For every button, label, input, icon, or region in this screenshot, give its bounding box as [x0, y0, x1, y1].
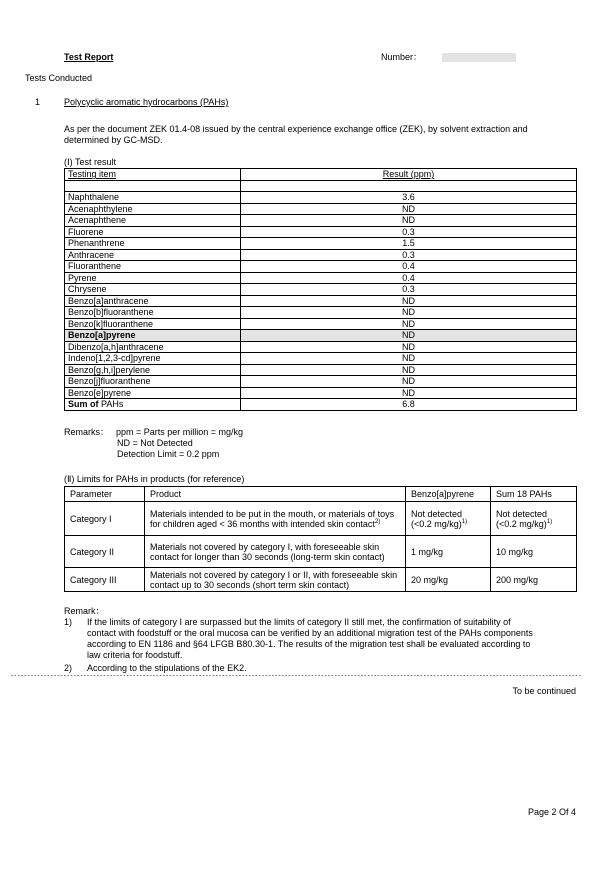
category-bap-limit: 20 mg/kg	[406, 568, 491, 592]
column-header-result: Result (ppm)	[241, 169, 577, 181]
result-value-cell: ND	[241, 215, 577, 227]
result-value-cell: ND	[241, 295, 577, 307]
column-header-testing-item: Testing item	[65, 169, 241, 181]
category-product: Materials not covered by category I, with foreseeable skin contact for longer than 30 seconds (long-term skin contact)	[145, 536, 406, 568]
test-result-table	[64, 168, 577, 411]
result-value-cell: 3.6	[241, 192, 577, 204]
testing-item-cell: Anthracene	[65, 249, 241, 261]
remark-1-line4: law criteria for foodstuff.	[87, 650, 183, 660]
testing-item-cell: Fluorene	[65, 226, 241, 238]
result-table-row	[65, 226, 577, 238]
category-sum-limit: 200 mg/kg	[491, 568, 577, 592]
result-table-header-row	[65, 169, 577, 181]
result-value-cell: 0.4	[241, 272, 577, 284]
result-value-cell: ND	[241, 307, 577, 319]
remark-2-text: According to the stipulations of the EK2.	[87, 663, 247, 673]
result-table-row	[65, 318, 577, 330]
result-table-row	[65, 387, 577, 399]
testing-item-cell: Benzo[g,h,i]perylene	[65, 364, 241, 376]
limits-table	[64, 486, 577, 592]
category-label: Category III	[65, 568, 145, 592]
separator-line: *****************************************************************************************************************************************************************************	[10, 675, 582, 682]
testing-item-cell: Fluoranthene	[65, 261, 241, 273]
result-table-row	[65, 249, 577, 261]
result-table-blank-row	[65, 180, 577, 192]
section-title: Polycyclic aromatic hydrocarbons (PAHs)	[64, 97, 229, 107]
report-number-label: Number：	[381, 52, 423, 62]
testing-item-cell: Acenaphthylene	[65, 203, 241, 215]
result-table-row	[65, 295, 577, 307]
result-table-row	[65, 215, 577, 227]
remark-1-line1: If the limits of category I are surpassed but the limits of category II still met, the confirmation of suitability of	[87, 617, 511, 627]
to-be-continued: To be continued	[512, 686, 576, 696]
result-table-row	[65, 284, 577, 296]
intro-text-line1: As per the document ZEK 01.4-08 issued by the central experience exchange office (ZEK), by solvent extraction and	[64, 124, 528, 134]
remark-2-number: 2)	[64, 663, 73, 673]
testing-item-cell: Pyrene	[65, 272, 241, 284]
section-index: 1	[35, 97, 41, 107]
testing-item-cell: Phenanthrene	[65, 238, 241, 250]
result-value-cell: ND	[241, 318, 577, 330]
testing-item-cell: Benzo[b]fluoranthene	[65, 307, 241, 319]
result-table-row	[65, 238, 577, 250]
remark-1-line2: contact with foodstuff or the oral mucosa can be verified by an additional migration test of the PAHs components	[87, 628, 533, 638]
tests-conducted-heading: Tests Conducted	[25, 73, 93, 83]
result-table-row	[65, 261, 577, 273]
category-bap-limit: 1 mg/kg	[406, 536, 491, 568]
testing-item-cell: Benzo[j]fluoranthene	[65, 376, 241, 388]
remark-label: Remark：	[64, 606, 105, 616]
redacted-report-number	[442, 53, 516, 62]
remarks-detection-limit: Detection Limit = 0.2 ppm	[117, 449, 220, 459]
result-table-row	[65, 307, 577, 319]
result-value-cell: ND	[241, 341, 577, 353]
sum-label-cell: Sum of PAHs	[65, 399, 241, 411]
limits-header-product: Product	[145, 487, 406, 502]
remark-1-line3: according to EN 1186 and §64 LFGB B80.30-1. The results of the migration test shall be evaluated according to	[87, 639, 531, 649]
result-value-cell: 0.3	[241, 226, 577, 238]
result-value-cell: 1.5	[241, 238, 577, 250]
limits-row-category-3	[65, 568, 577, 592]
page-number: Page 2 Of 4	[527, 807, 576, 817]
limits-header-sum: Sum 18 PAHs	[491, 487, 577, 502]
result-value-cell: ND	[241, 203, 577, 215]
testing-item-cell: Chrysene	[65, 284, 241, 296]
result-value-cell: ND	[241, 376, 577, 388]
result-table-row	[65, 330, 577, 342]
result-value-cell: 0.3	[241, 284, 577, 296]
report-title: Test Report	[64, 52, 114, 62]
result-sum-row	[65, 399, 577, 411]
limits-header-row	[65, 487, 577, 502]
limits-row-category-1	[65, 502, 577, 536]
result-table-row	[65, 192, 577, 204]
remark-1-number: 1)	[64, 617, 73, 627]
intro-text-line2: determined by GC-MSD.	[64, 135, 163, 145]
result-value-cell: ND	[241, 364, 577, 376]
result-table-row	[65, 376, 577, 388]
testing-item-cell: Benzo[a]pyrene	[65, 330, 241, 342]
testing-item-cell: Benzo[k]fluoranthene	[65, 318, 241, 330]
testing-item-cell: Benzo[a]anthracene	[65, 295, 241, 307]
category-label: Category I	[65, 502, 145, 536]
result-value-cell: ND	[241, 387, 577, 399]
test-result-caption: (Ⅰ) Test result	[64, 157, 117, 167]
category-product: Materials intended to be put in the mouth, or materials of toys for children aged < 36 months with intended skin contact$^{2)}$	[145, 502, 406, 536]
category-sum-limit: 10 mg/kg	[491, 536, 577, 568]
result-table-row	[65, 203, 577, 215]
result-table-row	[65, 353, 577, 365]
sum-value-cell: 6.8	[241, 399, 577, 411]
testing-item-cell: Acenaphthene	[65, 215, 241, 227]
testing-item-cell: Dibenzo[a,h]anthracene	[65, 341, 241, 353]
limits-header-parameter: Parameter	[65, 487, 145, 502]
limits-row-category-2	[65, 536, 577, 568]
category-sum-limit: Not detected (<0.2 mg/kg)$^{1)}$	[491, 502, 577, 536]
remarks-ppm: ppm = Parts per million = mg/kg	[116, 427, 244, 437]
result-table-row	[65, 364, 577, 376]
limits-caption: (Ⅱ) Limits for PAHs in products (for reference)	[64, 474, 245, 484]
remarks-label: Remarks：	[64, 427, 110, 437]
result-value-cell: ND	[241, 330, 577, 342]
category-label: Category II	[65, 536, 145, 568]
remarks-nd: ND = Not Detected	[117, 438, 193, 448]
result-value-cell: ND	[241, 353, 577, 365]
result-table-row	[65, 272, 577, 284]
result-value-cell: 0.3	[241, 249, 577, 261]
testing-item-cell: Indeno[1,2,3-cd]pyrene	[65, 353, 241, 365]
category-bap-limit: Not detected (<0.2 mg/kg)$^{1)}$	[406, 502, 491, 536]
testing-item-cell: Benzo[e]pyrene	[65, 387, 241, 399]
testing-item-cell: Naphthalene	[65, 192, 241, 204]
limits-header-bap: Benzo[a]pyrene	[406, 487, 491, 502]
result-table-row	[65, 341, 577, 353]
category-product: Materials not covered by category I or II, with foreseeable skin contact up to 30 seconds (short term skin contact)	[145, 568, 406, 592]
result-value-cell: 0.4	[241, 261, 577, 273]
